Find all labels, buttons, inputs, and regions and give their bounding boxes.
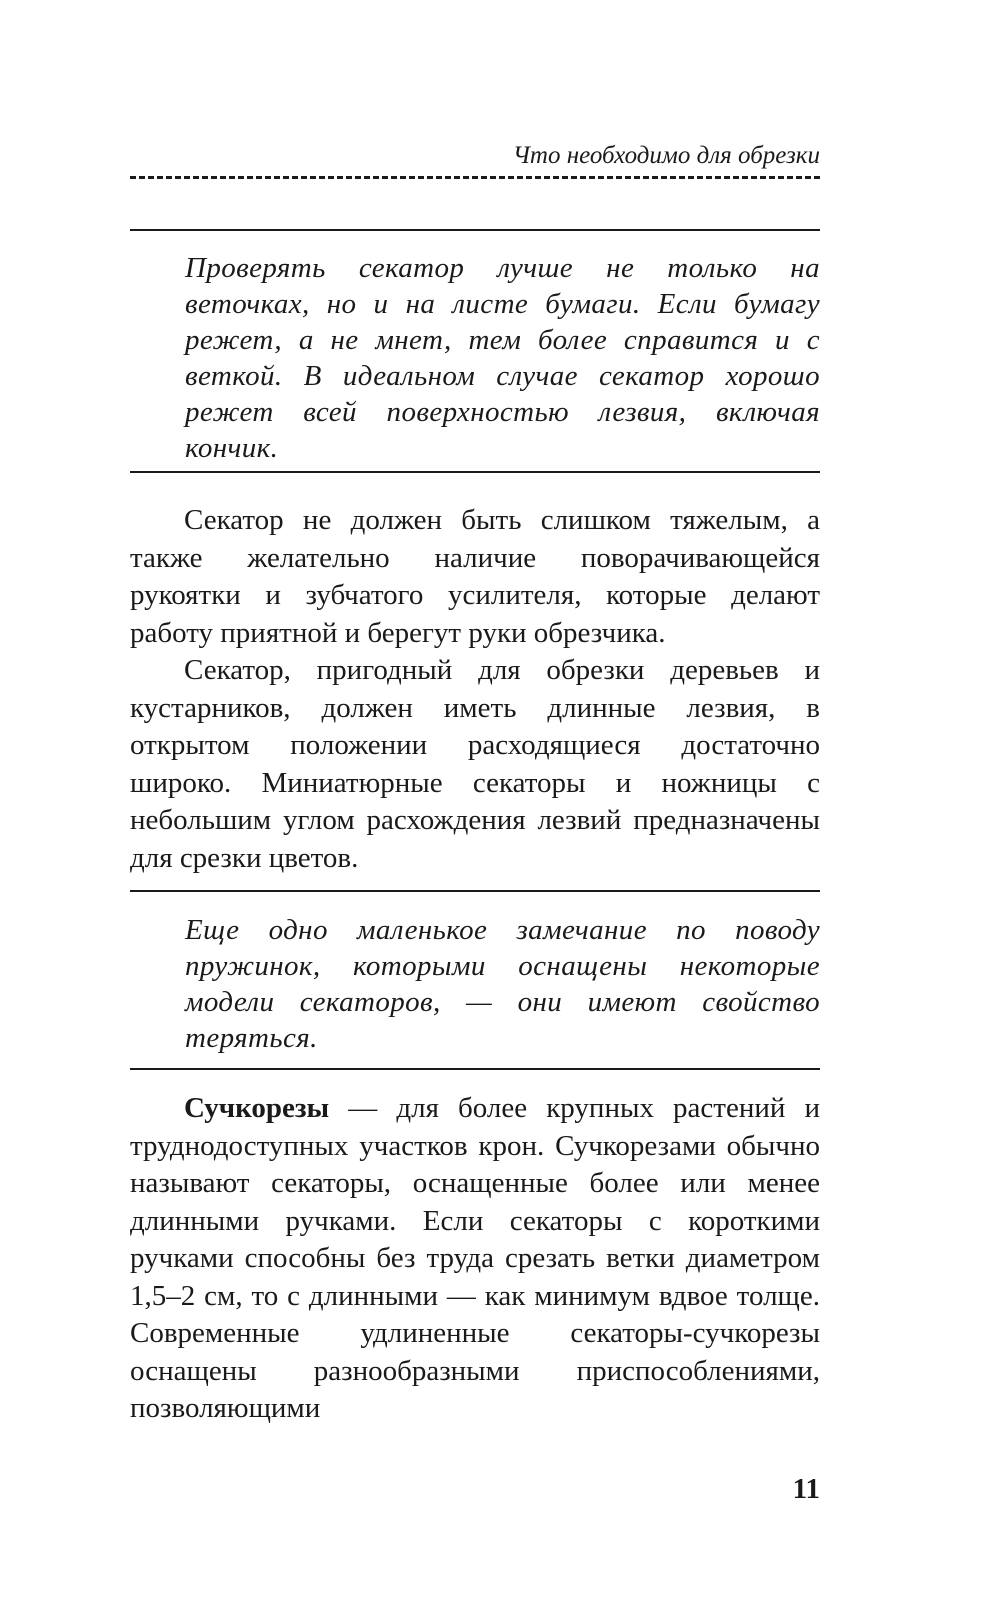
running-title: Что необходимо для обрезки xyxy=(512,142,820,169)
body-paragraph: Секатор не должен быть слишком тяжелым, а также желательно наличие поворачивающейся рукоятки и зубчатого усилителя, которые делают работу приятной и берегут руки обрезчика. xyxy=(130,504,820,649)
note-box xyxy=(185,912,820,1056)
body-paragraph xyxy=(130,1090,820,1428)
body-section xyxy=(130,502,820,877)
bold-term: Сучкорезы xyxy=(184,1092,330,1124)
note-text: Еще одно маленькое замечание по поводу пружинок, которыми оснащены некоторые модели секаторов, — они имеют свойство теряться. xyxy=(185,914,820,1054)
note-bottom-rule xyxy=(130,471,820,473)
header-dashed-rule xyxy=(130,176,820,179)
note-box xyxy=(185,250,820,466)
note-top-rule xyxy=(130,229,820,231)
note-text: Проверять секатор лучше не только на веточках, но и на листе бумаги. Если бумагу режет, а не мнет, тем более справится и с веткой. В идеальном случае секатор хорошо режет всей поверхностью лезвия, включая кончик. xyxy=(185,252,820,464)
note-bottom-rule xyxy=(130,1068,820,1070)
body-section xyxy=(130,1090,820,1428)
body-paragraph: Секатор, пригодный для обрезки деревьев и кустарников, должен иметь длинные лезвия, в открытом положении расходящиеся достаточно широко. Миниатюрные секаторы и ножницы с небольшим углом расхождения лезвий предназначены для срезки цветов. xyxy=(130,654,820,874)
term-definition: — для более крупных растений и труднодоступных участков крон. Сучкорезами обычно называют секаторы, оснащенные более или менее длинными ручками. Если секаторы с короткими ручками способны без труда срезать ветки диаметром 1,5–2 см, то с длинными — как минимум вдвое толще. Современные удлиненные секаторы-сучкорезы оснащены разнообразными приспособлениями, позволяющими xyxy=(130,1092,820,1424)
page-number: 11 xyxy=(792,1473,820,1505)
note-top-rule xyxy=(130,890,820,892)
